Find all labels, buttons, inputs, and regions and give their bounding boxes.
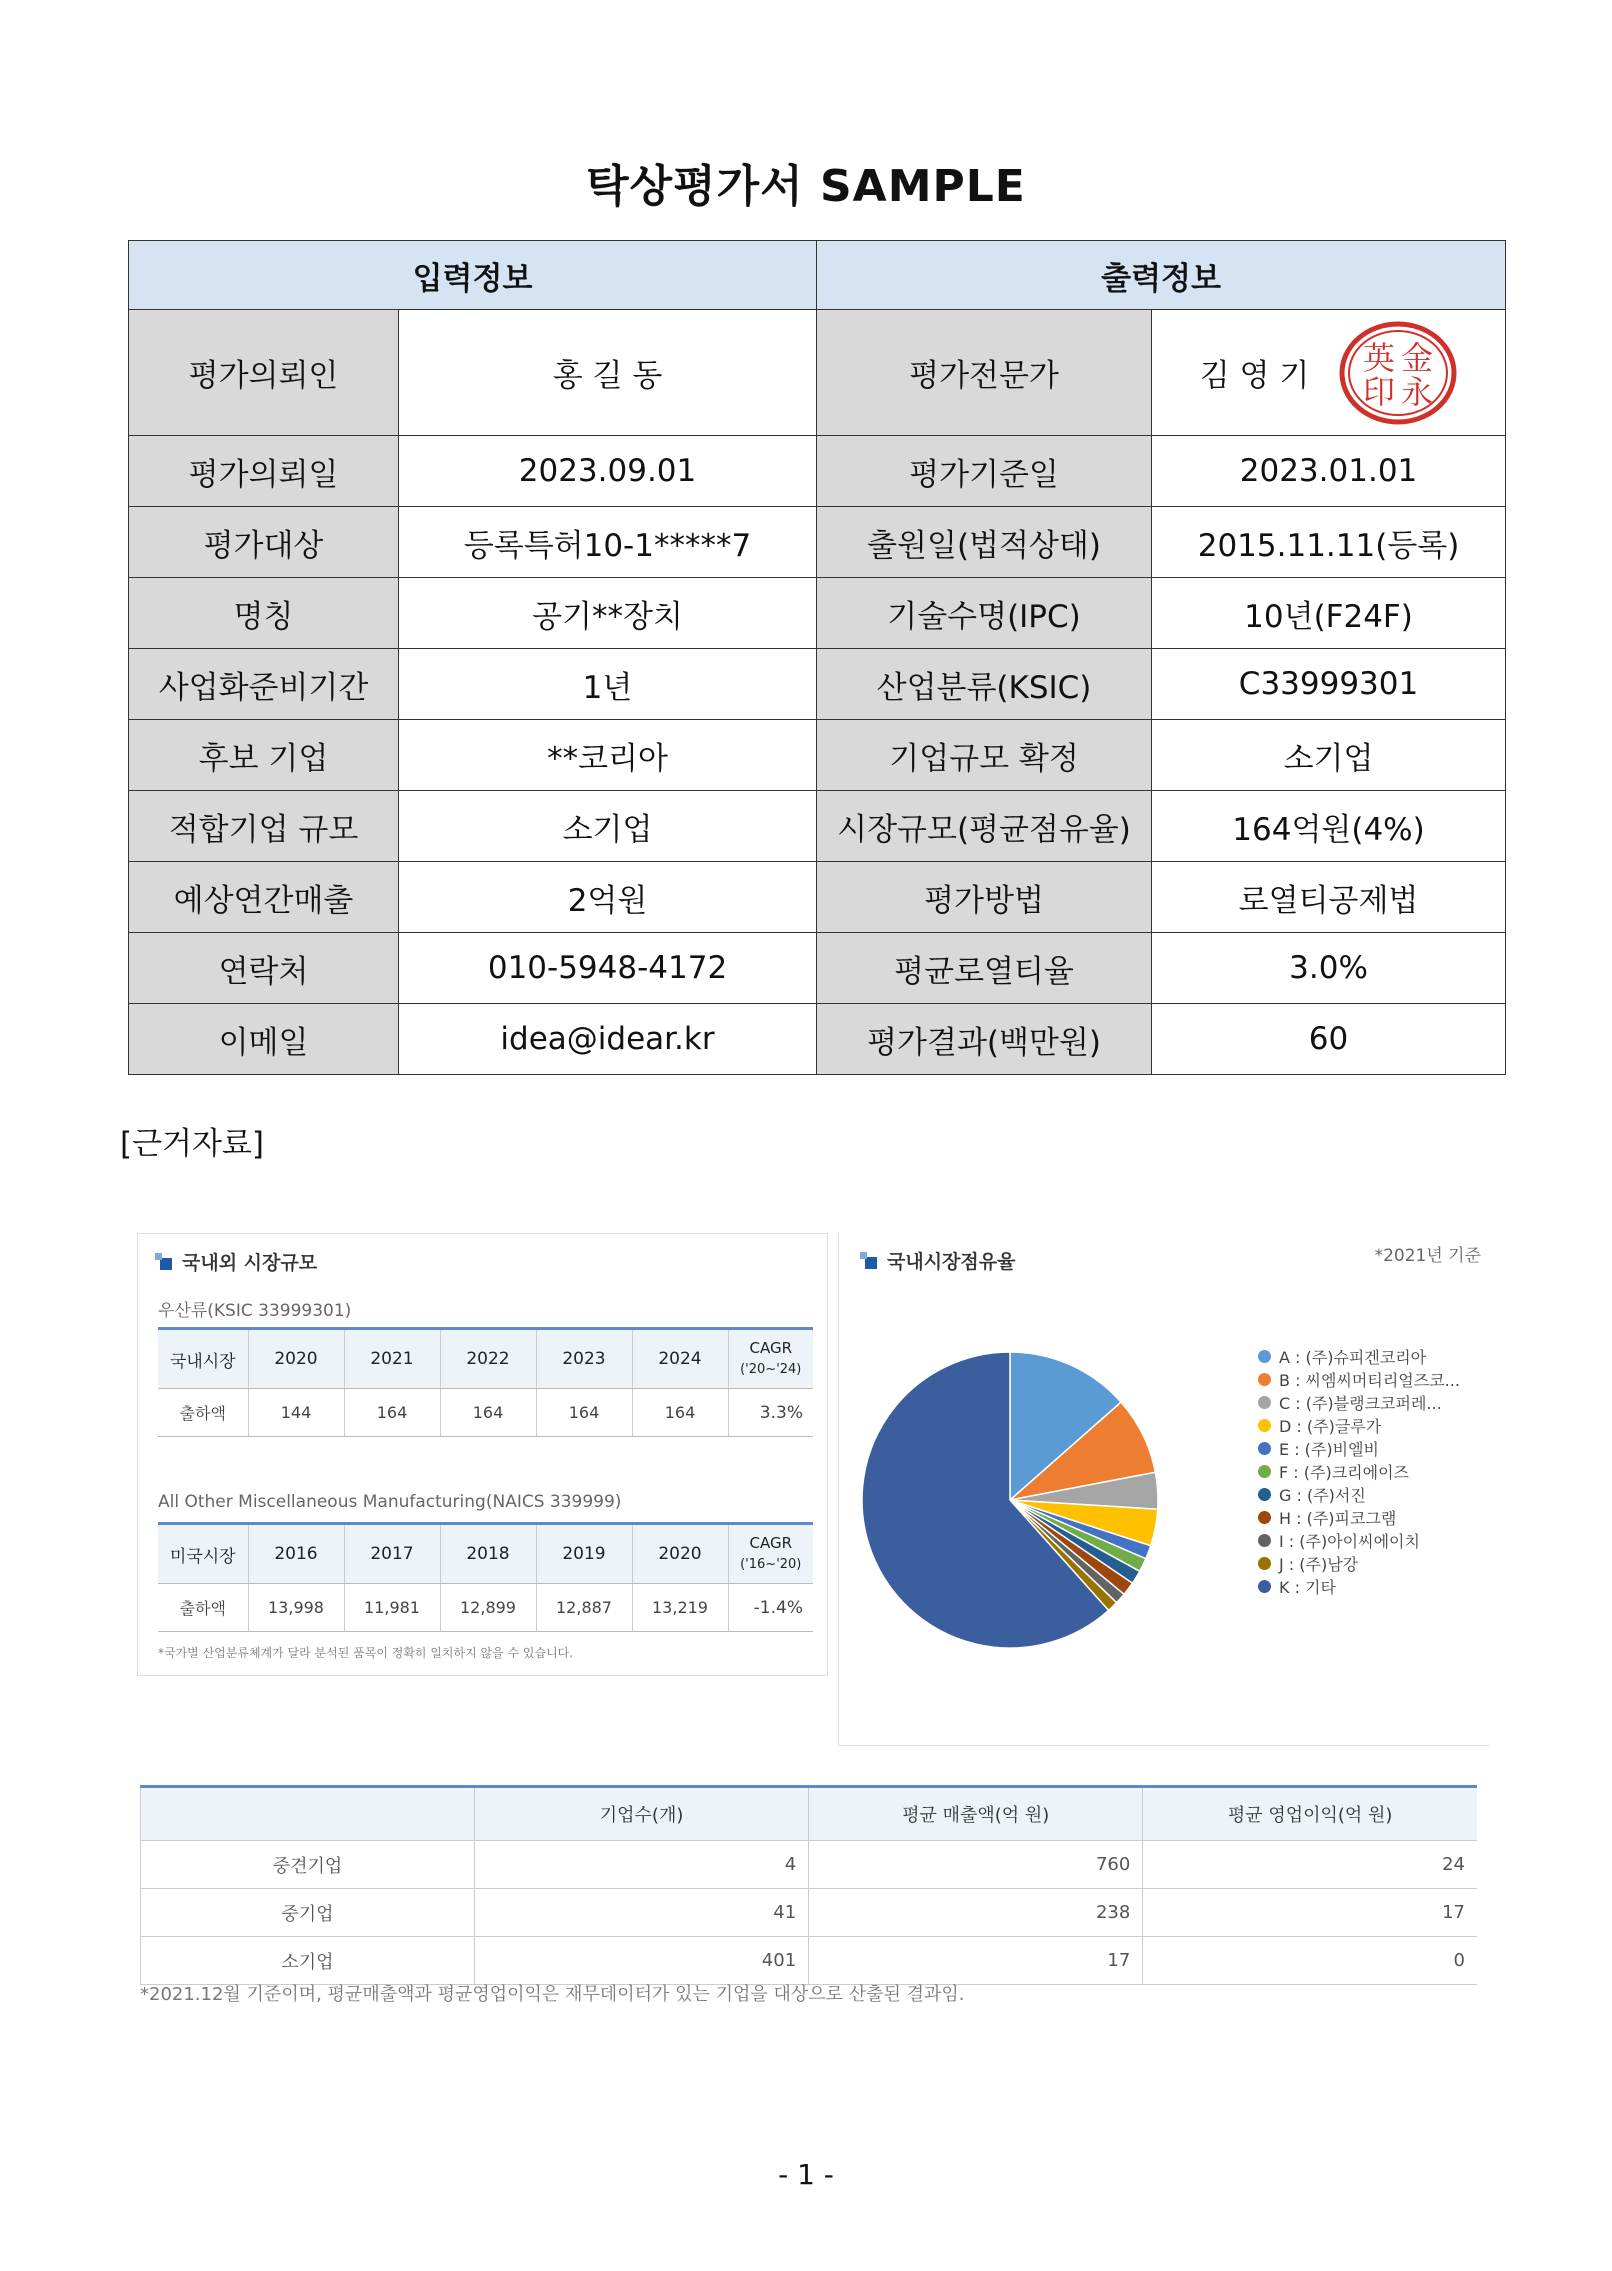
legend-item [1258,1345,1460,1368]
table-row [158,1389,813,1437]
legend-item [1258,1552,1460,1575]
value-fit-size: 소기업 [399,791,817,862]
legend-swatch [1258,1580,1271,1593]
table-header: 2023 [536,1329,632,1389]
label-contact: 연락처 [129,933,399,1004]
legend-swatch [1258,1511,1271,1524]
legend-label: H : (주)피코그램 [1279,1509,1397,1528]
svg-text:印: 印 [1363,372,1396,411]
legend-swatch [1258,1557,1271,1570]
svg-text:英: 英 [1363,338,1396,377]
label-candidate: 후보 기업 [129,720,399,791]
label-result: 평가결과(백만원) [817,1004,1152,1075]
value-prep-period: 1년 [399,649,817,720]
table-cell: 출하액 [158,1389,248,1437]
label-method: 평가방법 [817,862,1152,933]
value-email: idea@idear.kr [399,1004,817,1075]
legend-item [1258,1368,1460,1391]
table-header: 2021 [344,1329,440,1389]
legend-label: I : (주)아이씨에이치 [1279,1532,1420,1551]
value-method: 로열티공제법 [1152,862,1506,933]
table-cell: 17 [1143,1889,1477,1937]
table-cell: 13,219 [632,1584,728,1632]
table-cell: 12,887 [536,1584,632,1632]
legend-item [1258,1460,1460,1483]
legend-swatch [1258,1442,1271,1455]
table-cell: -1.4% [728,1584,813,1632]
value-industry: C33999301 [1152,649,1506,720]
document-title: 탁상평가서 SAMPLE [586,161,1026,212]
legend-item [1258,1391,1460,1414]
label-email: 이메일 [129,1004,399,1075]
value-market-size: 164억원(4%) [1152,791,1506,862]
legend-swatch [1258,1419,1271,1432]
evaluation-table [128,240,1506,1075]
table-header: 2022 [440,1329,536,1389]
table-cell: 24 [1143,1841,1477,1889]
value-result: 60 [1152,1004,1506,1075]
table-cell: 238 [809,1889,1143,1937]
table-header: 2024 [632,1329,728,1389]
label-prep-period: 사업화준비기간 [129,649,399,720]
label-market-size: 시장규모(평균점유율) [817,791,1152,862]
legend-item [1258,1483,1460,1506]
svg-text:永: 永 [1401,372,1434,411]
table-row [141,1937,1478,1985]
value-tech-life: 10년(F24F) [1152,578,1506,649]
value-base-date: 2023.01.01 [1152,436,1506,507]
table-header [141,1787,475,1841]
cagr-period: ('20~'24) [740,1362,802,1377]
value-target: 등록특허10-1*****7 [399,507,817,578]
label-royalty: 평균로열티율 [817,933,1152,1004]
table-cell: 164 [440,1389,536,1437]
legend-swatch [1258,1465,1271,1478]
bullet-icon [865,1257,877,1269]
table-cell: 17 [809,1937,1143,1985]
value-candidate: **코리아 [399,720,817,791]
table-header: 국내시장 [158,1329,248,1389]
table-cell: 11,981 [344,1584,440,1632]
table-header: 2020 [632,1524,728,1584]
value-requester: 홍 길 동 [399,310,817,436]
table-cell: 401 [475,1937,809,1985]
table-row [141,1841,1478,1889]
table-cell: 144 [248,1389,344,1437]
legend-label: C : (주)블랭크코퍼레... [1279,1394,1442,1413]
table-cell: 760 [809,1841,1143,1889]
cagr-period: ('16~'20) [740,1557,802,1572]
table-header: 2017 [344,1524,440,1584]
legend-item [1258,1414,1460,1437]
legend-label: D : (주)글루가 [1279,1417,1382,1436]
table-cell: 164 [632,1389,728,1437]
pie-legend [1258,1345,1460,1598]
legend-item [1258,1506,1460,1529]
table-cell: 소기업 [141,1937,475,1985]
market-note: *국가별 산업분류체계가 달라 분석된 품목이 정확히 일치하지 않을 수 있습니다. [158,1646,574,1660]
us-market-table [158,1522,813,1632]
label-expected-sales: 예상연간매출 [129,862,399,933]
table-cell: 3.3% [728,1389,813,1437]
value-royalty: 3.0% [1152,933,1506,1004]
us-subtitle: All Other Miscellaneous Manufacturing(NAICS 339999) [158,1492,622,1512]
market-share-title [865,1247,1015,1274]
legend-label: K : 기타 [1279,1578,1336,1597]
legend-swatch [1258,1488,1271,1501]
label-tech-life: 기술수명(IPC) [817,578,1152,649]
label-fit-size: 적합기업 규모 [129,791,399,862]
value-expected-sales: 2억원 [399,862,817,933]
legend-label: F : (주)크리에이즈 [1279,1463,1409,1482]
cagr-label: CAGR [749,1534,793,1552]
table-row [141,1889,1478,1937]
label-industry: 산업분류(KSIC) [817,649,1152,720]
table-header: 2016 [248,1524,344,1584]
legend-swatch [1258,1350,1271,1363]
table-header: 2020 [248,1329,344,1389]
legend-swatch [1258,1396,1271,1409]
label-expert: 평가전문가 [817,310,1152,436]
market-size-panel [137,1233,828,1676]
legend-swatch [1258,1373,1271,1386]
bullet-icon [160,1258,172,1270]
legend-swatch [1258,1534,1271,1547]
table-cell: 164 [344,1389,440,1437]
kr-subtitle: 우산류(KSIC 33999301) [158,1301,352,1321]
value-name: 공기**장치 [399,578,817,649]
section-label: [근거자료] [120,1126,264,1162]
legend-label: B : 씨엠씨머티리얼즈코... [1279,1371,1460,1390]
table-header: 평균 매출액(억 원) [809,1787,1143,1841]
value-request-date: 2023.09.01 [399,436,817,507]
table-header: 2019 [536,1524,632,1584]
label-company-size: 기업규모 확정 [817,720,1152,791]
label-filing-date: 출원일(법적상태) [817,507,1152,578]
legend-item [1258,1575,1460,1598]
market-share-title-text: 국내시장점유율 [887,1251,1016,1273]
value-filing-date: 2015.11.11(등록) [1152,507,1506,578]
table-header: 2018 [440,1524,536,1584]
table-cell: 중견기업 [141,1841,475,1889]
kr-market-table [158,1327,813,1437]
svg-text:金: 金 [1401,338,1434,377]
label-base-date: 평가기준일 [817,436,1152,507]
legend-label: G : (주)서진 [1279,1486,1366,1505]
market-size-title-text: 국내외 시장규모 [182,1252,318,1274]
market-size-title [160,1248,317,1275]
table-cell: 4 [475,1841,809,1889]
legend-item [1258,1437,1460,1460]
table-row [129,310,1506,436]
input-info-header: 입력정보 [129,241,817,310]
output-info-header: 출력정보 [817,241,1506,310]
label-name: 명칭 [129,578,399,649]
value-expert: 김 영 기 [1199,358,1310,394]
cagr-label: CAGR [749,1339,793,1357]
table-cell: 12,899 [440,1584,536,1632]
table-header: 기업수(개) [475,1787,809,1841]
value-company-size: 소기업 [1152,720,1506,791]
table-header [728,1524,813,1584]
legend-label: A : (주)슈피겐코리아 [1279,1348,1427,1367]
table-cell: 0 [1143,1937,1477,1985]
table-cell: 출하액 [158,1584,248,1632]
table-header: 평균 영업이익(억 원) [1143,1787,1477,1841]
page-number: - 1 - [778,2158,834,2191]
market-share-pie-chart [860,1350,1160,1650]
table-cell: 164 [536,1389,632,1437]
table-cell: 중기업 [141,1889,475,1937]
value-contact: 010-5948-4172 [399,933,817,1004]
label-target: 평가대상 [129,507,399,578]
company-size-table [140,1785,1477,1985]
share-basis: *2021년 기준 [1374,1246,1481,1266]
table-cell: 13,998 [248,1584,344,1632]
table-header [728,1329,813,1389]
expert-cell [1152,310,1506,436]
label-request-date: 평가의뢰일 [129,436,399,507]
legend-label: E : (주)비엘비 [1279,1440,1379,1459]
table-header: 미국시장 [158,1524,248,1584]
seal-stamp-icon [1339,321,1457,425]
table-cell: 41 [475,1889,809,1937]
table-row [158,1584,813,1632]
label-requester: 평가의뢰인 [129,310,399,436]
company-note: *2021.12월 기준이며, 평균매출액과 평균영업이익은 재무데이터가 있는 기업을 대상으로 산출된 결과임. [140,1984,965,2005]
legend-label: J : (주)남강 [1279,1555,1359,1574]
legend-item [1258,1529,1460,1552]
